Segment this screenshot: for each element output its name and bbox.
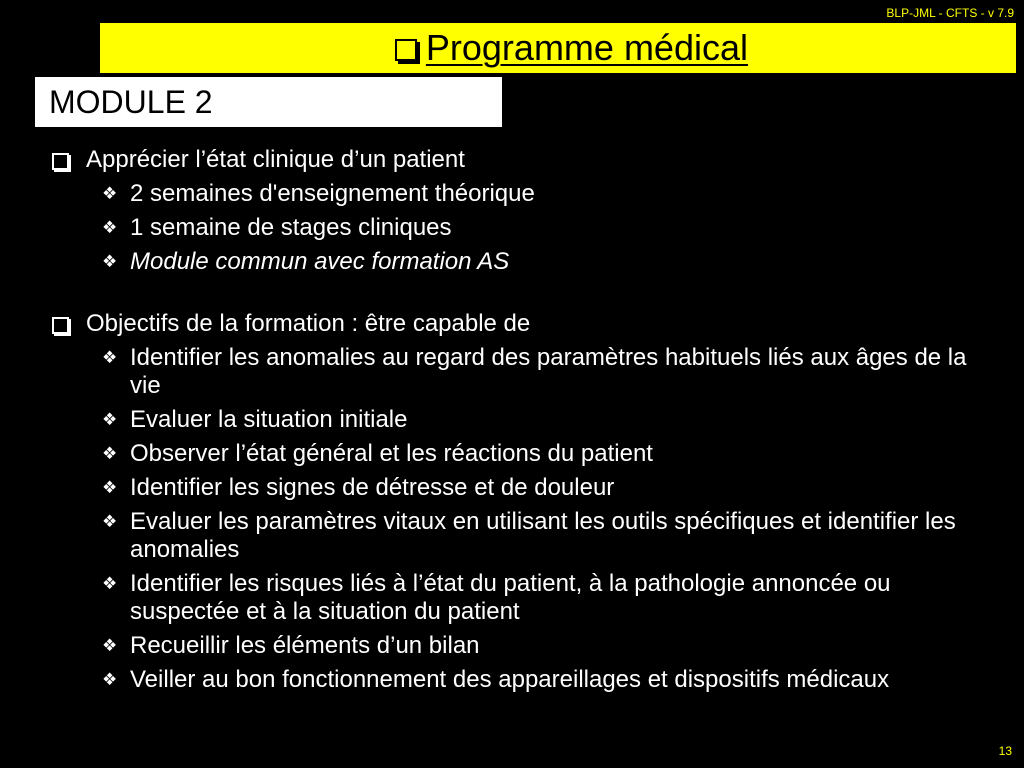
diamond-cluster-icon: ❖: [102, 636, 118, 655]
list-item: [102, 406, 982, 434]
list-item-text: 1 semaine de stages cliniques: [130, 214, 452, 241]
diamond-cluster-icon: ❖: [102, 410, 118, 429]
section-heading-text: Objectifs de la formation : être capable de: [86, 310, 531, 337]
diamond-cluster-icon: ❖: [102, 252, 118, 271]
list-item: [102, 508, 982, 564]
list-item: [102, 214, 982, 242]
list-item: [102, 632, 982, 660]
slide-title: Programme médical: [425, 27, 748, 68]
list-item-text: Identifier les signes de détresse et de douleur: [130, 474, 615, 501]
diamond-cluster-icon: ❖: [102, 478, 118, 497]
diamond-cluster-icon: ❖: [102, 574, 118, 593]
section-heading: [52, 146, 982, 174]
diamond-cluster-icon: ❖: [102, 670, 118, 689]
diamond-cluster-icon: ❖: [102, 184, 118, 203]
diamond-cluster-icon: ❖: [102, 512, 118, 531]
list-item: [102, 344, 982, 400]
list-item-text: Identifier les anomalies au regard des paramètres habituels liés aux âges de la vie: [130, 344, 967, 399]
list-item-text: 2 semaines d'enseignement théorique: [130, 180, 535, 207]
list-item: [102, 440, 982, 468]
diamond-cluster-icon: ❖: [102, 348, 118, 367]
list-item-text: Veiller au bon fonctionnement des appareillages et dispositifs médicaux: [130, 666, 890, 693]
checkbox-square-icon: [52, 153, 69, 170]
list-item-text: Identifier les risques liés à l’état du patient, à la pathologie annoncée ou suspectée et à la situation du patient: [130, 570, 891, 625]
slide-content: [52, 146, 982, 728]
list-item-text: Evaluer la situation initiale: [130, 406, 408, 433]
diamond-cluster-icon: ❖: [102, 218, 118, 237]
list-item: [102, 248, 982, 276]
title-bar: [100, 23, 1016, 73]
header-tag: BLP-JML - CFTS - v 7.9: [886, 6, 1014, 20]
section-heading: [52, 310, 982, 338]
section-objectives: [52, 310, 982, 694]
section-heading-text: Apprécier l’état clinique d’un patient: [86, 146, 465, 173]
checkbox-square-icon: [52, 317, 69, 334]
list-item-text: Observer l’état général et les réactions du patient: [130, 440, 653, 467]
section-clinical-assessment: [52, 146, 982, 276]
diamond-cluster-icon: ❖: [102, 444, 118, 463]
list-item-text: Recueillir les éléments d’un bilan: [130, 632, 480, 659]
list-item: [102, 474, 982, 502]
list-item: [102, 180, 982, 208]
page-number: 13: [998, 744, 1012, 758]
list-item: [102, 570, 982, 626]
list-item-text: Evaluer les paramètres vitaux en utilisant les outils spécifiques et identifier les anomalies: [130, 508, 956, 563]
checkbox-square-icon: [395, 39, 417, 61]
list-item: [102, 666, 982, 694]
module-label: MODULE 2: [35, 77, 502, 127]
list-item-text: Module commun avec formation AS: [130, 248, 510, 275]
